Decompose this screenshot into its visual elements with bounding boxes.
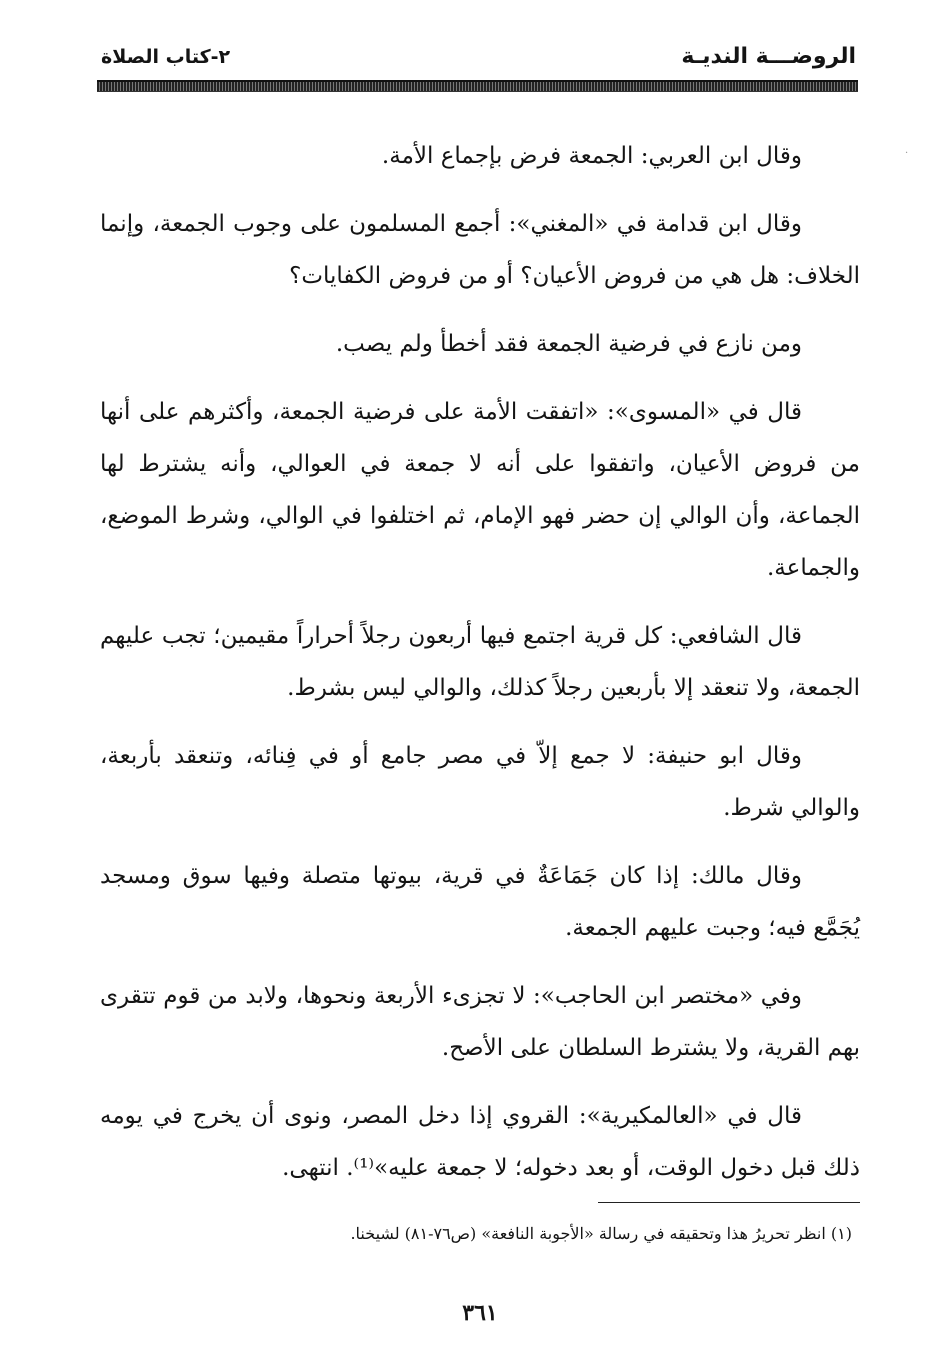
paragraph: وقال ابو حنيفة: لا جمع إلاّ في مصر جامع أو في فِنائه، وتنعقد بأربعة، والوالي شرط. (100, 743, 860, 821)
book-title: الروضـــة النديـة (681, 44, 856, 69)
paragraph: قال في «العالمكيرية»: القروي إذا دخل المصر، ونوى أن يخرج في يومه ذلك قبل دخول الوقت، أو بعد دخوله؛ لا جمعة عليه»⁽¹⁾. انتهى. (100, 1103, 860, 1181)
paragraph: وفي «مختصر ابن الحاجب»: لا تجزىء الأربعة ونحوها، ولابد من قوم تتقرى بهم القرية، ولا يشترط السلطان على الأصح. (100, 983, 860, 1061)
paragraph: وقال مالك: إذا كان جَمَاعَةٌ في قرية، بيوتها متصلة وفيها سوق ومسجد يُجَمَّع فيه؛ وجبت عليهم الجمعة. (100, 863, 860, 941)
main-text (100, 130, 860, 1210)
header-divider (97, 80, 858, 92)
running-header (97, 40, 858, 80)
margin-dot: · (905, 148, 909, 159)
paragraph: ومن نازع في فرضية الجمعة فقد أخطأ ولم يصب. (335, 331, 802, 357)
paragraph: قال في «المسوى»: «اتفقت الأمة على فرضية الجمعة، وأكثرهم على أنها من فروض الأعيان، واتفقوا على أنه لا جمعة في العوالي، وأنه يشترط لها الجماعة، وأن الوالي إن حضر فهو الإمام، ثم اختلفوا في الوالي، وشرط الموضع، والجماعة. (100, 399, 860, 581)
paragraph: قال الشافعي: كل قرية اجتمع فيها أربعون رجلاً أحراراً مقيمين؛ تجب عليهم الجمعة، ولا تنعقد إلا بأربعين رجلاً كذلك، والوالي ليس بشرط. (100, 623, 860, 701)
footnote-divider (598, 1202, 860, 1203)
footnote: (١) انظر تحريرُ هذا وتحقيقه في رسالة «الأجوبة النافعة» (ص٧٦-٨١) لشيخنا. (350, 1224, 852, 1243)
paragraph: وقال ابن قدامة في «المغني»: أجمع المسلمون على وجوب الجمعة، وإنما الخلاف: هل هي من فروض الأعيان؟ أو من فروض الكفايات؟ (100, 211, 860, 289)
paragraph: وقال ابن العربي: الجمعة فرض بإجماع الأمة. (381, 143, 802, 169)
chapter-title: ٢-كتاب الصلاة (101, 46, 231, 68)
page-number: ٣٦١ (462, 1300, 498, 1326)
